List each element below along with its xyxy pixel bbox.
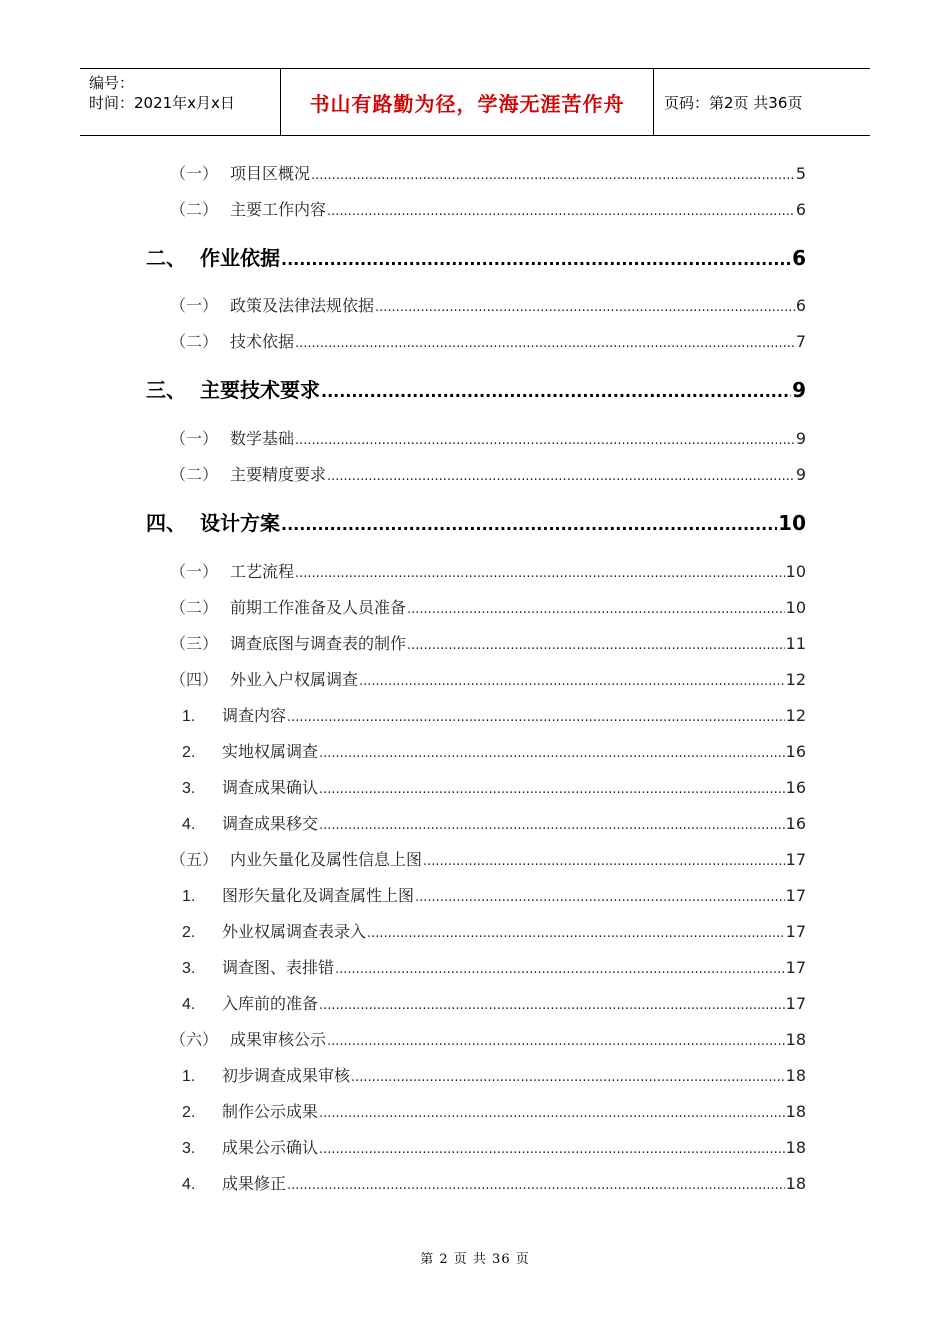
document-time-label: 时间：2021年x月x日 bbox=[89, 94, 235, 112]
toc-entry-number: （五） bbox=[170, 850, 219, 869]
toc-subsection-entry[interactable] bbox=[182, 919, 806, 942]
toc-dot-leader bbox=[359, 674, 785, 689]
toc-entry-title: 调查成果确认 bbox=[222, 778, 319, 797]
toc-entry-title: 入库前的准备 bbox=[222, 994, 319, 1013]
toc-entry-title: 设计方案 bbox=[200, 511, 280, 535]
toc-section-entry[interactable] bbox=[170, 1027, 806, 1050]
toc-entry-number: 3. bbox=[182, 780, 196, 797]
toc-dot-leader bbox=[281, 515, 777, 534]
header-page-info: 页码：第2页 共36页 bbox=[664, 93, 803, 112]
header-motto: 书山有路勤为径，学海无涯苦作舟 bbox=[309, 91, 625, 116]
toc-entry-title: 图形矢量化及调查属性上图 bbox=[222, 886, 415, 905]
toc-entry-number: 4. bbox=[182, 1176, 196, 1193]
toc-dot-leader bbox=[415, 890, 785, 905]
toc-subsection-entry[interactable] bbox=[182, 1099, 806, 1122]
toc-dot-leader bbox=[319, 1106, 785, 1121]
header-page-cell bbox=[654, 69, 870, 135]
toc-entry-title: 调查成果移交 bbox=[222, 814, 319, 833]
toc-entry-title: 数学基础 bbox=[230, 429, 295, 448]
toc-entry-number: （二） bbox=[170, 200, 219, 219]
toc-subsection-entry[interactable] bbox=[182, 883, 806, 906]
toc-entry-page-number: 18 bbox=[785, 1138, 806, 1157]
toc-entry-page-number: 10 bbox=[785, 598, 806, 617]
toc-section-entry[interactable] bbox=[170, 595, 806, 618]
toc-entry-title: 外业权属调查表录入 bbox=[222, 922, 367, 941]
toc-section-entry[interactable] bbox=[170, 293, 806, 316]
toc-section-entry[interactable] bbox=[170, 462, 806, 485]
toc-entry-page-number: 17 bbox=[785, 922, 806, 941]
toc-entry-page-number: 16 bbox=[785, 778, 806, 797]
toc-entry-number: （一） bbox=[170, 429, 219, 448]
toc-dot-leader bbox=[319, 746, 785, 761]
toc-entry-page-number: 6 bbox=[795, 200, 806, 219]
toc-entry-title: 成果公示确认 bbox=[222, 1138, 319, 1157]
toc-entry-number: 4. bbox=[182, 816, 196, 833]
toc-entry-title: 技术依据 bbox=[230, 332, 295, 351]
toc-entry-page-number: 17 bbox=[785, 850, 806, 869]
toc-entry-page-number: 18 bbox=[785, 1102, 806, 1121]
toc-entry-title: 成果审核公示 bbox=[230, 1030, 327, 1049]
toc-entry-number: （一） bbox=[170, 296, 219, 315]
toc-entry-number: 1. bbox=[182, 888, 196, 905]
toc-dot-leader bbox=[335, 962, 785, 977]
document-number-label: 编号： bbox=[89, 74, 135, 92]
toc-entry-number: （二） bbox=[170, 332, 219, 351]
header-meta-cell bbox=[80, 69, 281, 135]
toc-entry-page-number: 5 bbox=[795, 164, 806, 183]
toc-entry-page-number: 7 bbox=[795, 332, 806, 351]
toc-entry-number: 3. bbox=[182, 960, 196, 977]
toc-dot-leader bbox=[295, 566, 785, 581]
toc-dot-leader bbox=[327, 469, 795, 484]
toc-entry-title: 政策及法律法规依据 bbox=[230, 296, 375, 315]
toc-section-entry[interactable] bbox=[170, 847, 806, 870]
toc-entry-number: （一） bbox=[170, 164, 219, 183]
toc-entry-number: （二） bbox=[170, 465, 219, 484]
toc-entry-number: 4. bbox=[182, 996, 196, 1013]
toc-subsection-entry[interactable] bbox=[182, 811, 806, 834]
toc-entry-title: 实地权属调查 bbox=[222, 742, 319, 761]
toc-entry-number: 2. bbox=[182, 744, 196, 761]
toc-entry-title: 内业矢量化及属性信息上图 bbox=[230, 850, 423, 869]
toc-entry-page-number: 17 bbox=[785, 958, 806, 977]
toc-dot-leader bbox=[351, 1070, 785, 1085]
toc-section-entry[interactable] bbox=[170, 559, 806, 582]
toc-entry-page-number: 6 bbox=[795, 296, 806, 315]
toc-entry-title: 作业依据 bbox=[200, 246, 280, 270]
toc-dot-leader bbox=[287, 710, 785, 725]
toc-dot-leader bbox=[375, 300, 795, 315]
toc-entry-title: 外业入户权属调查 bbox=[230, 670, 359, 689]
toc-chapter-entry[interactable] bbox=[146, 242, 806, 271]
toc-entry-number: 三、 bbox=[146, 378, 186, 402]
toc-chapter-entry[interactable] bbox=[146, 507, 806, 536]
toc-subsection-entry[interactable] bbox=[182, 1171, 806, 1194]
toc-entry-number: （二） bbox=[170, 598, 219, 617]
toc-entry-title: 制作公示成果 bbox=[222, 1102, 319, 1121]
toc-entry-page-number: 17 bbox=[785, 886, 806, 905]
toc-dot-leader bbox=[319, 818, 785, 833]
toc-dot-leader bbox=[281, 250, 791, 269]
page-footer: 第 2 页 共 36 页 bbox=[420, 1252, 530, 1267]
toc-entry-page-number: 9 bbox=[792, 378, 806, 402]
toc-dot-leader bbox=[407, 602, 785, 617]
toc-entry-number: 二、 bbox=[146, 246, 186, 270]
toc-entry-number: 1. bbox=[182, 1068, 196, 1085]
toc-entry-page-number: 12 bbox=[785, 670, 806, 689]
toc-section-entry[interactable] bbox=[170, 426, 806, 449]
toc-entry-page-number: 17 bbox=[785, 994, 806, 1013]
toc-dot-leader bbox=[327, 204, 795, 219]
toc-entry-page-number: 18 bbox=[785, 1030, 806, 1049]
toc-entry-page-number: 6 bbox=[792, 246, 806, 270]
toc-entry-title: 成果修正 bbox=[222, 1174, 287, 1193]
toc-entry-page-number: 10 bbox=[778, 511, 806, 535]
toc-section-entry[interactable] bbox=[170, 197, 806, 220]
toc-entry-number: 1. bbox=[182, 708, 196, 725]
toc-subsection-entry[interactable] bbox=[182, 1135, 806, 1158]
toc-chapter-entry[interactable] bbox=[146, 374, 806, 403]
toc-entry-page-number: 12 bbox=[785, 706, 806, 725]
header-motto-cell bbox=[281, 69, 654, 135]
toc-entry-number: 2. bbox=[182, 1104, 196, 1121]
toc-entry-title: 项目区概况 bbox=[230, 164, 311, 183]
toc-dot-leader bbox=[295, 336, 795, 351]
toc-entry-title: 工艺流程 bbox=[230, 562, 295, 581]
toc-dot-leader bbox=[319, 998, 785, 1013]
toc-subsection-entry[interactable] bbox=[182, 703, 806, 726]
toc-entry-title: 调查内容 bbox=[222, 706, 287, 725]
toc-dot-leader bbox=[321, 382, 791, 401]
toc-section-entry[interactable] bbox=[170, 329, 806, 352]
toc-entry-page-number: 16 bbox=[785, 814, 806, 833]
toc-entry-page-number: 16 bbox=[785, 742, 806, 761]
toc-section-entry[interactable] bbox=[170, 667, 806, 690]
toc-entry-number: 3. bbox=[182, 1140, 196, 1157]
toc-entry-title: 调查图、表排错 bbox=[222, 958, 335, 977]
toc-entry-number: （一） bbox=[170, 562, 219, 581]
toc-entry-page-number: 9 bbox=[795, 465, 806, 484]
toc-entry-page-number: 10 bbox=[785, 562, 806, 581]
toc-dot-leader bbox=[311, 168, 795, 183]
toc-entry-title: 初步调查成果审核 bbox=[222, 1066, 351, 1085]
toc-entry-page-number: 18 bbox=[785, 1174, 806, 1193]
toc-section-entry[interactable] bbox=[170, 631, 806, 654]
toc-subsection-entry[interactable] bbox=[182, 991, 806, 1014]
toc-entry-number: 四、 bbox=[146, 511, 186, 535]
toc-entry-title: 主要工作内容 bbox=[230, 200, 327, 219]
toc-subsection-entry[interactable] bbox=[182, 775, 806, 798]
toc-entry-number: 2. bbox=[182, 924, 196, 941]
toc-entry-page-number: 11 bbox=[785, 634, 806, 653]
toc-dot-leader bbox=[287, 1178, 785, 1193]
toc-entry-title: 主要精度要求 bbox=[230, 465, 327, 484]
toc-dot-leader bbox=[423, 854, 785, 869]
toc-entry-number: （六） bbox=[170, 1030, 219, 1049]
toc-dot-leader bbox=[295, 433, 795, 448]
toc-entry-title: 前期工作准备及人员准备 bbox=[230, 598, 407, 617]
toc-entry-title: 主要技术要求 bbox=[200, 378, 320, 402]
toc-entry-title: 调查底图与调查表的制作 bbox=[230, 634, 407, 653]
toc-entry-number: （三） bbox=[170, 634, 219, 653]
toc-entry-page-number: 9 bbox=[795, 429, 806, 448]
toc-dot-leader bbox=[327, 1034, 785, 1049]
toc-subsection-entry[interactable] bbox=[182, 1063, 806, 1086]
toc-dot-leader bbox=[407, 638, 785, 653]
document-header bbox=[80, 68, 870, 136]
toc-section-entry[interactable] bbox=[170, 161, 806, 184]
toc-dot-leader bbox=[319, 782, 785, 797]
toc-subsection-entry[interactable] bbox=[182, 739, 806, 762]
toc-entry-page-number: 18 bbox=[785, 1066, 806, 1085]
toc-dot-leader bbox=[319, 1142, 785, 1157]
toc-subsection-entry[interactable] bbox=[182, 955, 806, 978]
toc-entry-number: （四） bbox=[170, 670, 219, 689]
toc-dot-leader bbox=[367, 926, 785, 941]
